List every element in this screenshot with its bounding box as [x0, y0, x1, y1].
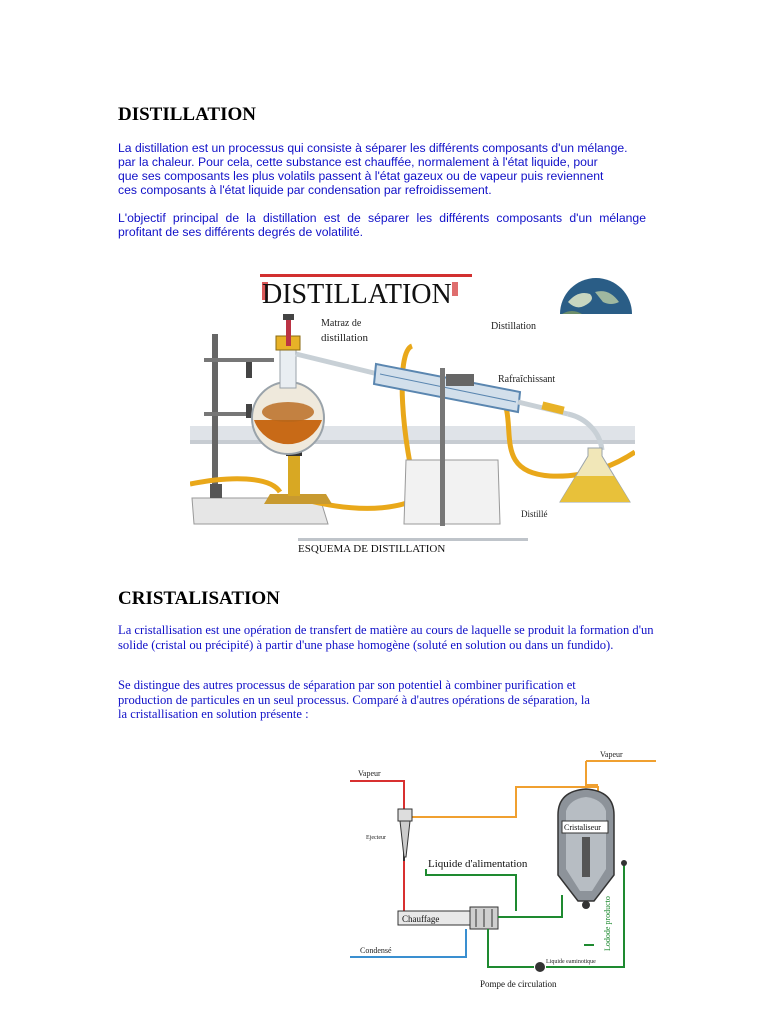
vapour-out-riser	[586, 761, 598, 785]
crystallizer-side-valve	[621, 860, 627, 866]
ejector-nozzle	[400, 821, 410, 857]
thermometer-cap	[283, 314, 294, 320]
figure-title: DISTILLATION	[262, 279, 452, 310]
distillation-intro-line: que ses composants les plus volatils passent à l'état gazeux ou de vapeur puis reviennent	[118, 169, 604, 183]
label-condenser: Rafraîchissant	[498, 374, 556, 385]
heater-to-crystallizer	[498, 895, 562, 917]
thermometer	[286, 318, 291, 346]
distillation-intro-line: La distillation est un processus qui consiste à séparer les différents composants d'un mélange.	[118, 141, 628, 155]
bench-edge	[190, 440, 635, 444]
label-pump: Pompe de circulation	[480, 979, 557, 989]
pump-icon	[535, 962, 545, 972]
figure-caption: ESQUEMA DE DISTILLATION	[298, 543, 446, 555]
label-flask-line2: distillation	[321, 332, 369, 344]
distillation-heading: DISTILLATION	[118, 104, 256, 125]
cristalisation-para2-line: production de particules en un seul processus. Comparé à d'autres opérations de séparation, la	[118, 692, 590, 707]
ejector-icon	[398, 809, 412, 821]
burner-tube	[288, 456, 300, 496]
cristalisation-para2-line: Se distingue des autres processus de séparation par son potentiel à combiner purification et	[118, 678, 576, 692]
cristalisation-para1: La cristallisation est une opération de transfert de matière au cours de laquelle se produit la formation d'un solide (cristal ou précipité) à partir d'une phase homogène (soluté en solution ou dans un fundido).	[118, 623, 654, 652]
middle-stand-rod	[440, 368, 445, 526]
label-mother-liquor: Liquide eaminotique	[546, 959, 596, 965]
middle-clamp	[446, 374, 474, 386]
return-line	[488, 929, 534, 967]
hose-gas	[190, 479, 280, 492]
label-product: Lodode producto	[603, 896, 612, 951]
distillation-objective: L'objectif principal de la distillation est de séparer les différents composants d'un mélange profitant de ses différents degrés de volatilité.	[118, 211, 646, 239]
distillation-intro-line: par la chaleur. Pour cela, cette substance est chauffée, normalement à l'état liquide, pour	[118, 155, 598, 169]
flask-liquid-surface	[262, 402, 314, 422]
clamp-upper	[204, 358, 274, 362]
middle-stand-base	[404, 460, 500, 524]
label-distillation: Distillation	[491, 321, 536, 332]
distillation-intro-line: ces composants à l'état liquide par condensation par refroidissement.	[118, 183, 492, 197]
cristalisation-para2-line: la cristallisation en solution présente :	[118, 707, 309, 721]
label-cristaliseur: Cristaliseur	[564, 823, 601, 832]
globe-icon	[560, 278, 632, 314]
vapour-line-red	[350, 781, 404, 811]
label-condense: Condensé	[360, 946, 392, 955]
label-distillate: Distillé	[521, 509, 548, 519]
crystallizer-diagram	[346, 745, 656, 995]
feed-line	[426, 869, 516, 911]
cristalisation-heading: CRISTALISATION	[118, 588, 280, 609]
crystallizer-outlet	[582, 901, 590, 909]
distillation-figure	[190, 262, 635, 556]
distillate-liquid	[560, 476, 630, 502]
clamp-knob	[246, 362, 252, 378]
label-feed: Liquide d'alimentation	[428, 858, 528, 870]
left-stand-foot	[210, 484, 222, 498]
label-vapeur-left: Vapeur	[358, 769, 381, 778]
side-arm	[296, 354, 378, 374]
cristalisation-para2	[118, 678, 660, 722]
label-vapeur-right: Vapeur	[600, 750, 623, 759]
crystallizer-draft-tube	[582, 837, 590, 877]
caption-ghost	[298, 538, 528, 541]
label-ejecteur: Ejecteur	[366, 835, 386, 841]
label-heater: Chauffage	[402, 914, 440, 924]
distillation-intro	[118, 141, 648, 197]
label-flask-line1: Matraz de	[321, 318, 362, 329]
